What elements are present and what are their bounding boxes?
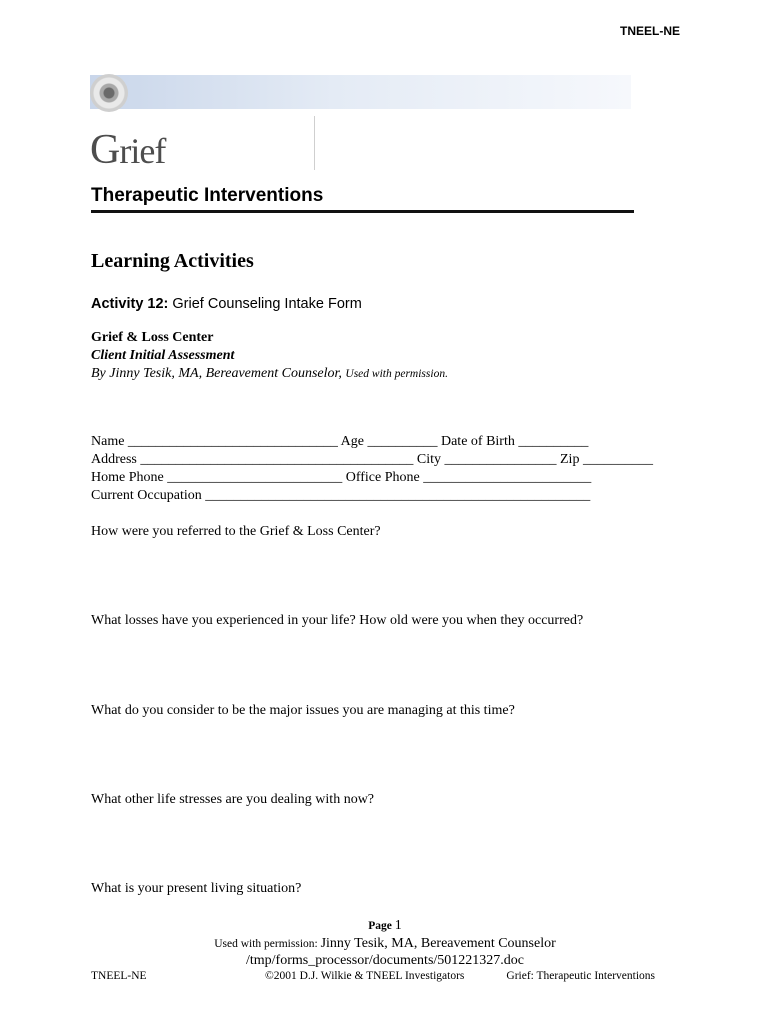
footer-path: /tmp/forms_processor/documents/501221327.doc: [245, 953, 525, 968]
activity-line: [91, 296, 362, 312]
logo-rest: rief: [119, 131, 166, 171]
org-name: Grief & Loss Center: [91, 330, 214, 345]
form-line-name: Name ______________________________ Age __________ Date of Birth __________: [91, 434, 589, 449]
author-line: [91, 366, 448, 382]
header-doc-id: TNEEL-NE: [620, 24, 680, 38]
activity-label: Activity 12:: [91, 296, 169, 312]
permission-note: Used with permission.: [345, 368, 448, 380]
question-major-issues: What do you consider to be the major issues you are managing at this time?: [91, 703, 515, 718]
question-living-situation: What is your present living situation?: [91, 881, 302, 896]
grief-logo: [90, 126, 165, 174]
permission-name: Jinny Tesik, MA, Bereavement Counselor: [320, 936, 556, 951]
permission-prefix: Used with permission:: [214, 938, 318, 950]
title-rule: [91, 210, 634, 213]
assessment-title: Client Initial Assessment: [91, 348, 235, 363]
question-losses: What losses have you experienced in your life? How old were you when they occurred?: [91, 613, 584, 628]
author-text: By Jinny Tesik, MA, Bereavement Counselor,: [91, 366, 342, 381]
activity-title: Grief Counseling Intake Form: [172, 296, 362, 312]
question-referral: How were you referred to the Grief & Loss Center?: [91, 524, 381, 539]
form-line-phone: Home Phone _________________________ Office Phone ________________________: [91, 470, 592, 485]
page-label: Page: [368, 920, 392, 932]
logo-banner: [90, 75, 631, 109]
section-title: Therapeutic Interventions: [91, 185, 324, 206]
footer-left: TNEEL-NE: [91, 970, 147, 982]
footer-permission: [0, 936, 770, 952]
question-life-stresses: What other life stresses are you dealing with now?: [91, 792, 375, 807]
footer-page: [0, 918, 770, 934]
eye-icon: [90, 74, 128, 112]
form-line-address: Address _______________________________________ City ________________ Zip __________: [91, 452, 653, 467]
form-line-occupation: Current Occupation _______________________________________________________: [91, 488, 591, 503]
logo-divider: [314, 116, 315, 170]
logo-initial: G: [90, 127, 120, 173]
page-heading: Learning Activities: [91, 250, 254, 272]
page-number: 1: [394, 918, 402, 933]
footer-copyright: ©2001 D.J. Wilkie & TNEEL Investigators: [265, 970, 465, 982]
footer-right: Grief: Therapeutic Interventions: [506, 970, 655, 982]
